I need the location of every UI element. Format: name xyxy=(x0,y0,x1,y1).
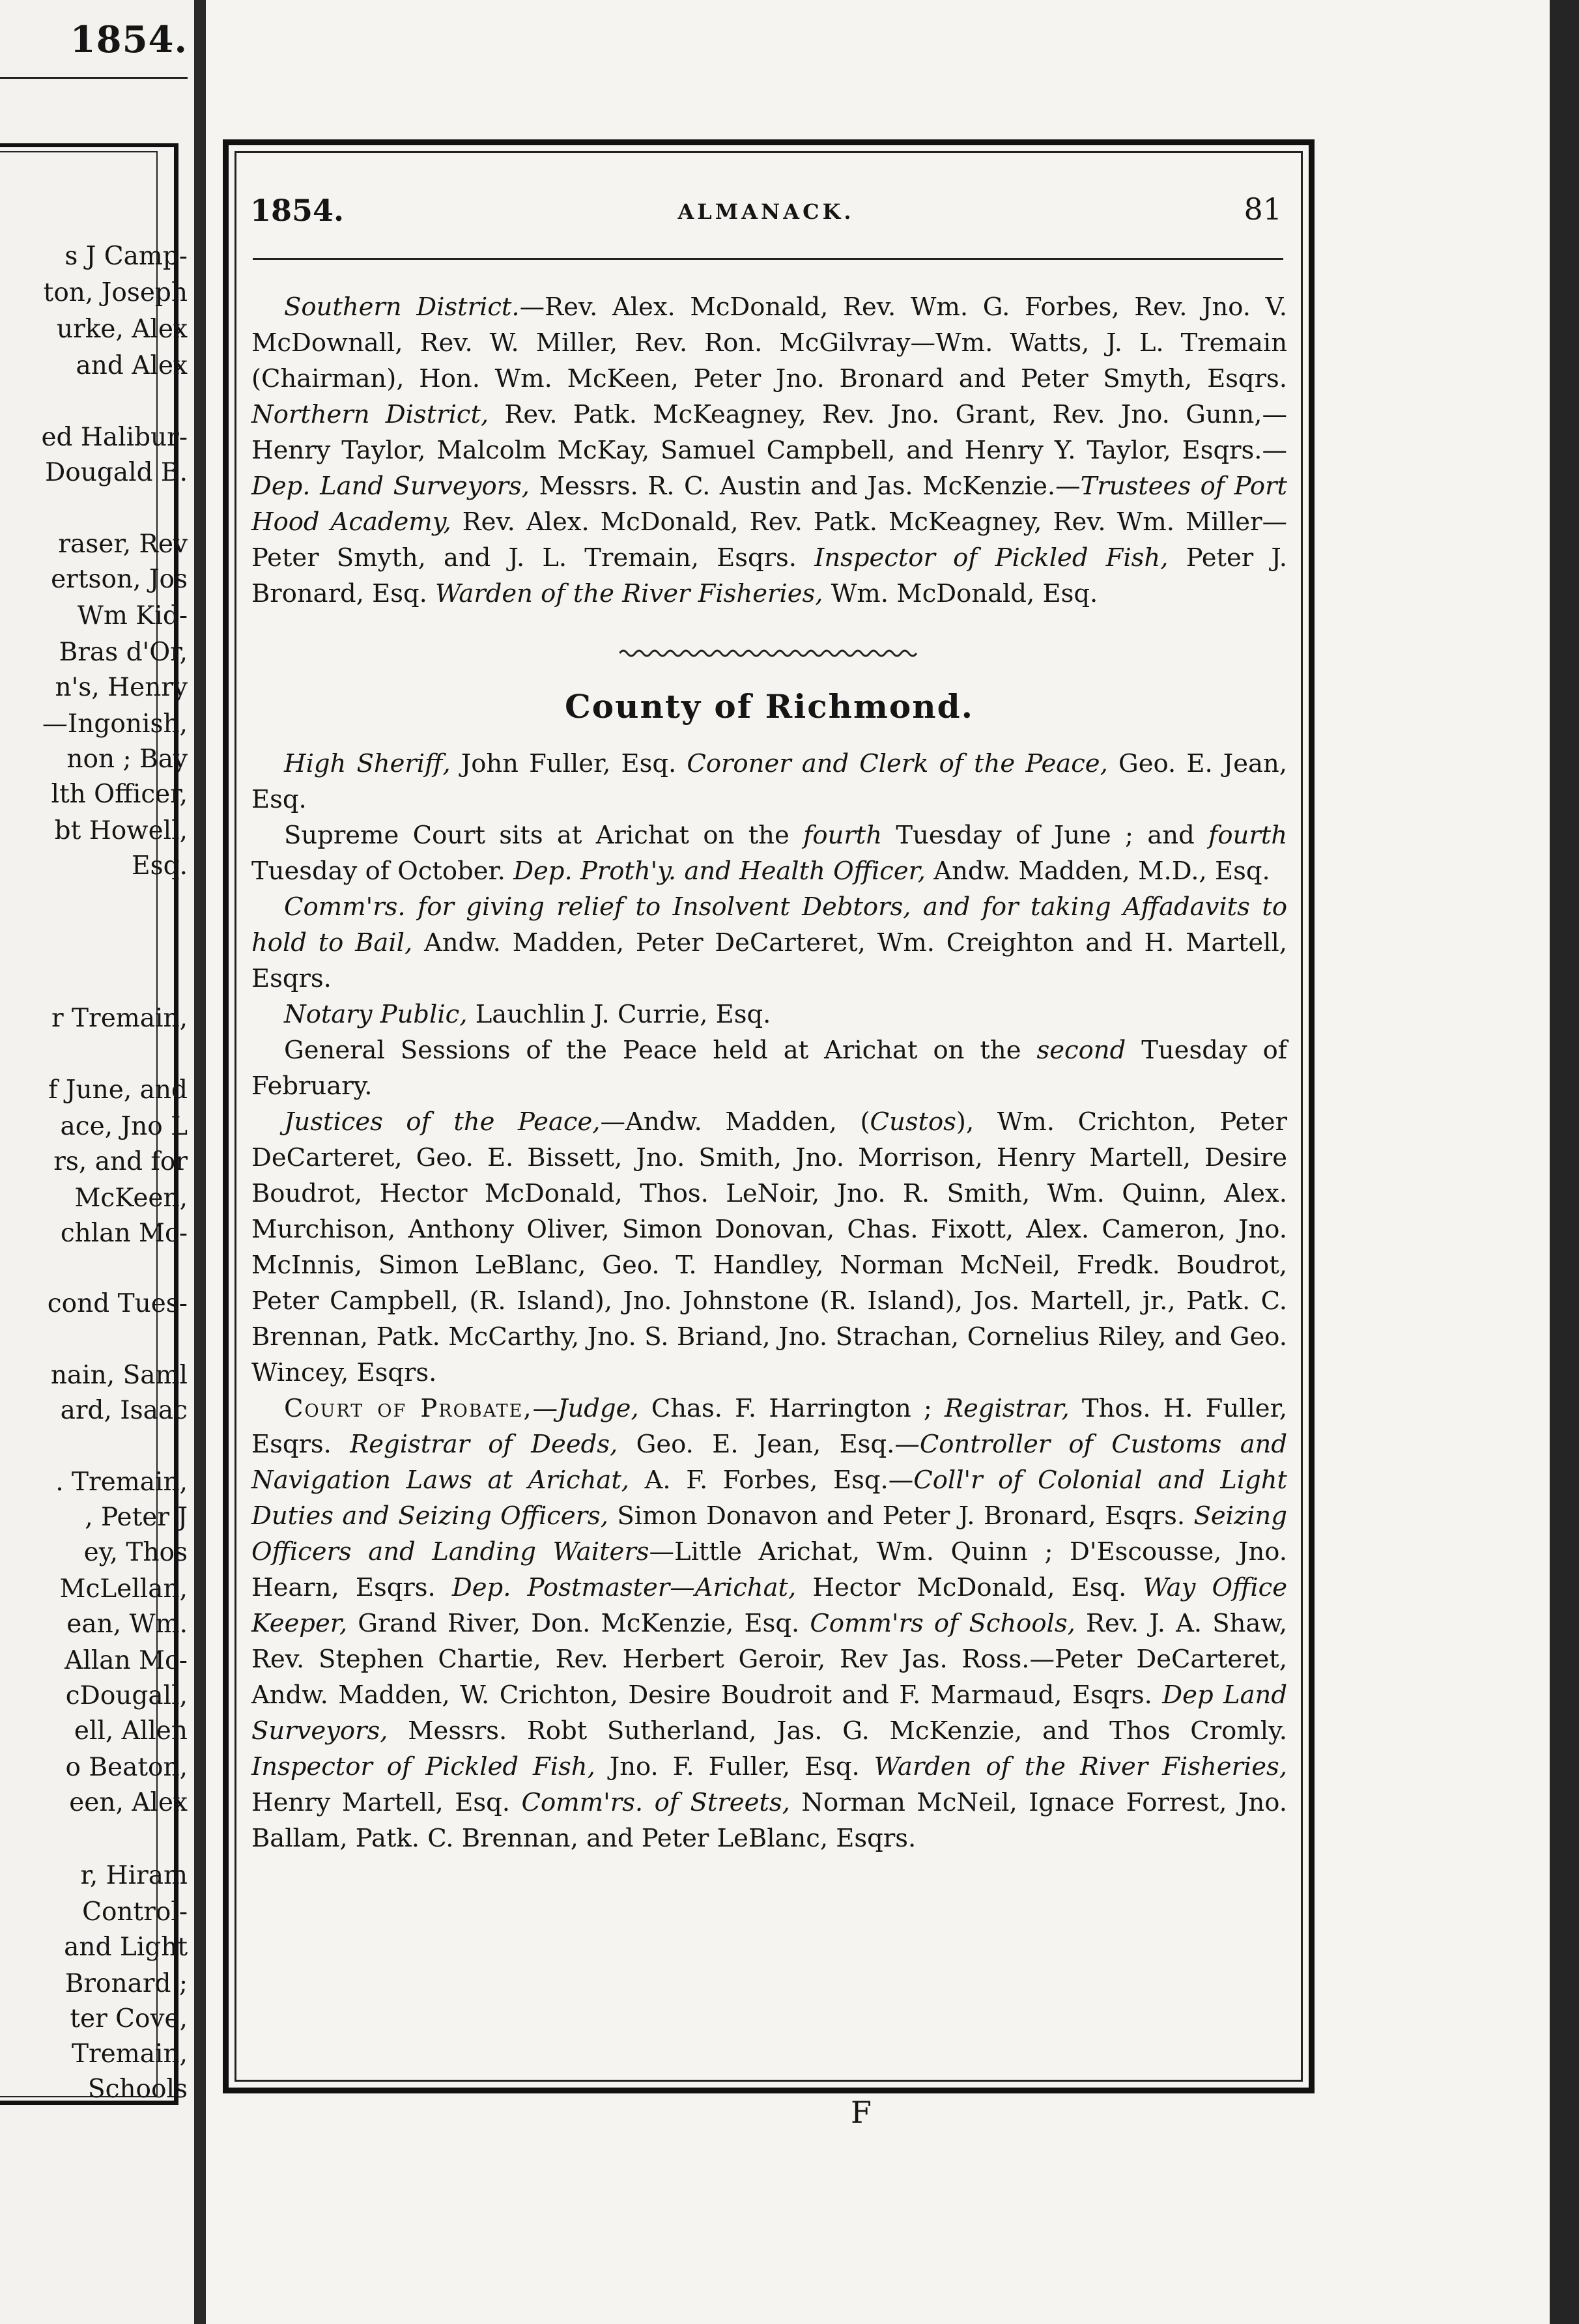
left-page-line: rs, and for xyxy=(53,1147,188,1176)
italic-run: Justices of the Peace, xyxy=(284,1107,601,1137)
italic-run: Dep. Land Surveyors, xyxy=(251,472,530,501)
text-run: —Rev. Alex. McDonald, Rev. Wm. G. Forbes, Rev. Jno. V. McDownall, Rev. W. Miller, Rev. Ron. McGilvray—Wm. Watts, J. L. Tremain (Chairman), Hon. Wm. McKeen, Peter Jno. Bronard and Peter Smyth, Esqrs. xyxy=(251,292,1287,393)
text-run: Rev. Alex. McDonald, Rev. Patk. McKeagney, Rev. Wm. Miller—Peter Smyth, and J. L. Tremain, Esqrs. xyxy=(251,507,1287,573)
page-edge-shadow xyxy=(1550,0,1579,2324)
text-run: Andw. Madden, Peter DeCarteret, Wm. Creighton and H. Martell, Esqrs. xyxy=(251,928,1287,993)
left-page-line: —Ingonish, xyxy=(42,709,188,739)
text-run: Jno. F. Fuller, Esq. xyxy=(595,1752,874,1781)
left-page-line: ean, Wm. xyxy=(66,1609,188,1639)
left-page-line: ter Cove, xyxy=(70,2004,188,2034)
left-page-line: cDougall, xyxy=(65,1681,188,1710)
left-page-line: een, Alex xyxy=(69,1788,188,1817)
text-run: Hector McDonald, Esq. xyxy=(796,1573,1143,1602)
left-page-line: Esq. xyxy=(132,851,188,881)
text-run: Chas. F. Harrington ; xyxy=(638,1394,945,1423)
left-page-line: Tremain, xyxy=(72,2039,188,2069)
left-page-line: Allan Mc- xyxy=(64,1646,188,1675)
left-page-line: Schools xyxy=(87,2075,188,2104)
italic-run: Coll'r of Colonial and Light Duties and Seizing Officers, xyxy=(251,1466,1287,1531)
ornamental-divider xyxy=(619,645,919,661)
left-page-line: nain, Saml xyxy=(50,1361,188,1390)
left-page-line: and Light xyxy=(64,1933,188,1962)
left-page-line: Bronard ; xyxy=(64,1969,188,1998)
left-page-year: 1854. xyxy=(70,18,188,61)
text-run: Supreme Court sits at Arichat on the xyxy=(284,821,804,850)
running-head xyxy=(245,190,1287,229)
text-run: —Little Arichat, Wm. Quinn ; D'Escousse, Jno. Hearn, Esqrs. xyxy=(251,1537,1287,1602)
left-page-line: ard, Isaac xyxy=(60,1396,188,1425)
left-page-line: ertson, Jos xyxy=(51,565,188,594)
text-run: A. F. Forbes, Esq.— xyxy=(629,1466,914,1495)
header-year: 1854. xyxy=(250,193,345,228)
italic-run: Inspector of Pickled Fish, xyxy=(814,543,1169,573)
left-page-line: chlan Mc- xyxy=(60,1219,188,1248)
text-run: —Andw. Madden, ( xyxy=(600,1107,870,1137)
book-gutter xyxy=(194,0,206,2324)
page-number: 81 xyxy=(1244,191,1282,227)
left-page-line: , Peter J xyxy=(85,1503,188,1532)
italic-run: Comm'rs of Schools, xyxy=(810,1609,1075,1638)
left-page-line: ell, Allen xyxy=(74,1716,188,1746)
county-heading: County of Richmond. xyxy=(565,687,974,726)
text-run: Tuesday of February. xyxy=(251,1036,1287,1101)
italic-run: Warden of the River Fisheries, xyxy=(874,1752,1287,1781)
text-run: Simon Donavon and Peter J. Bronard, Esqrs. xyxy=(608,1501,1194,1531)
page-body xyxy=(251,289,1287,1856)
text-run: Messrs. R. C. Austin and Jas. McKenzie.— xyxy=(530,472,1081,501)
italic-run: Judge, xyxy=(558,1394,639,1423)
italic-run: Warden of the River Fisheries, xyxy=(435,579,823,608)
left-page-line: n's, Henry xyxy=(55,673,188,702)
left-page-line: ed Halibur- xyxy=(41,423,188,452)
text-run: Tuesday of October. xyxy=(251,857,514,886)
left-page-line: Dougald B. xyxy=(45,458,188,487)
left-page-line: ton, Joseph xyxy=(43,278,188,307)
italic-run: Dep Land Surveyors, xyxy=(251,1680,1287,1746)
text-run: Peter J. Bronard, Esq. xyxy=(251,543,1287,608)
text-run: General Sessions of the Peace held at Arichat on the xyxy=(284,1036,1037,1065)
justices-of-peace-paragraph xyxy=(251,1104,1287,1391)
court-of-probate-paragraph xyxy=(251,1391,1287,1856)
left-header-rule xyxy=(0,77,188,79)
italic-run: Comm'rs. for giving relief to Insolvent Debtors, and for taking Affadavits to hold to Bail, xyxy=(251,892,1287,957)
left-page-line: non ; Bay xyxy=(66,744,188,774)
left-page-line: urke, Alex xyxy=(57,315,188,344)
left-page-line: Bras d'Or, xyxy=(59,638,188,667)
italic-run: fourth xyxy=(803,821,883,850)
left-facing-page xyxy=(0,0,194,2324)
text-run: Lauchlin J. Currie, Esq. xyxy=(467,1000,771,1029)
left-page-line: and Alex xyxy=(76,351,188,380)
italic-run: Dep. Proth'y. and Health Officer, xyxy=(513,857,926,886)
italic-run: Trustees of Port Hood Academy, xyxy=(251,472,1287,537)
left-page-line: raser, Rev xyxy=(58,530,188,559)
sheriff-paragraph xyxy=(251,746,1287,817)
header-title: ALMANACK. xyxy=(677,199,855,224)
left-page-line: McKeen, xyxy=(74,1183,188,1213)
text-run: — xyxy=(532,1394,558,1423)
left-page-line: bt Howell, xyxy=(54,816,188,845)
text-run: Thos. H. Fuller, Esqrs. xyxy=(251,1394,1288,1459)
left-page-line: Wm Kid- xyxy=(77,601,188,631)
italic-run: Custos xyxy=(870,1107,956,1137)
italic-run: Notary Public, xyxy=(284,1000,468,1029)
inverness-officers-paragraph xyxy=(251,289,1287,612)
left-page-line: r, Hiram xyxy=(80,1861,188,1890)
italic-run: fourth xyxy=(1208,821,1287,850)
text-run: Tuesday of June ; and xyxy=(882,821,1209,850)
italic-run: Registrar of Deeds, xyxy=(350,1430,618,1459)
italic-run: Southern District. xyxy=(284,292,520,322)
italic-run: second xyxy=(1036,1036,1126,1065)
text-run: Grand River, Don. McKenzie, Esq. xyxy=(347,1609,810,1638)
text-run: Wm. McDonald, Esq. xyxy=(823,579,1098,608)
left-page-line: ace, Jno L xyxy=(60,1112,188,1141)
text-run: Rev. Patk. McKeagney, Rev. Jno. Grant, Rev. Jno. Gunn,—Henry Taylor, Malcolm McKay, Samuel Campbell, and Henry Y. Taylor, Esqrs.— xyxy=(251,400,1287,465)
italic-run: Inspector of Pickled Fish, xyxy=(251,1752,595,1781)
left-page-line: s J Camp- xyxy=(64,242,188,271)
left-page-line: f June, and xyxy=(48,1075,188,1105)
text-run: John Fuller, Esq. xyxy=(450,749,687,778)
right-page xyxy=(206,0,1579,2324)
left-page-line: Control- xyxy=(82,1897,188,1927)
italic-run: Coroner and Clerk of the Peace, xyxy=(687,749,1108,778)
left-page-line: . Tremain, xyxy=(55,1467,188,1497)
left-page-line: cond Tues- xyxy=(47,1289,188,1318)
text-run: Geo. E. Jean, Esq.— xyxy=(618,1430,920,1459)
insolvent-debtors-paragraph xyxy=(251,889,1287,997)
text-run: Rev. J. A. Shaw, Rev. Stephen Chartie, Rev. Herbert Geroir, Rev Jas. Ross.—Peter DeCarteret, Andw. Madden, W. Crichton, Desire Boudroit and F. Marmaud, Esqrs. xyxy=(251,1609,1287,1710)
italic-run: Controller of Customs and Navigation Laws at Arichat, xyxy=(251,1430,1287,1495)
italic-run: Way Office Keeper, xyxy=(251,1573,1287,1638)
italic-run: Dep. Postmaster—Arichat, xyxy=(451,1573,797,1602)
italic-run: Seizing Officers and Landing Waiters xyxy=(251,1501,1287,1566)
left-page-line: lth Officer, xyxy=(51,780,188,809)
general-sessions-paragraph xyxy=(251,1032,1287,1104)
signature-mark: F xyxy=(851,2095,872,2130)
left-page-line: r Tremain, xyxy=(51,1004,188,1033)
left-page-line: ey, Thos xyxy=(83,1538,188,1567)
italic-run: Registrar, xyxy=(945,1394,1070,1423)
text-run: Messrs. Robt Sutherland, Jas. G. McKenzie, and Thos Cromly. xyxy=(388,1716,1287,1746)
italic-run: Northern District, xyxy=(251,400,489,429)
italic-run: Comm'rs. of Streets, xyxy=(521,1788,790,1817)
supreme-court-paragraph xyxy=(251,817,1287,889)
text-run: Andw. Madden, M.D., Esq. xyxy=(926,857,1270,886)
text-run: ), Wm. Crichton, Peter DeCarteret, Geo. E. Bissett, Jno. Smith, Jno. Morrison, Henry Martell, Desire Boudrot, Hector McDonald, Thos. LeNoir, Jno. R. Smith, Wm. Quinn, Alex. Murchison, Anthony Oliver, Simon Donovan, Chas. Fixott, Alex. Cameron, Jno. McInnis, Simon LeBlanc, Geo. T. Handley, Norman McNeil, Fredk. Boudrot, Peter Campbell, (R. Island), Jno. Johnstone (R. Island), Jos. Martell, jr., Patk. C. Brennan, Patk. McCarthy, Jno. S. Briand, Jno. Strachan, Cornelius Riley, and Geo. Wincey, Esqrs. xyxy=(251,1107,1287,1387)
notary-public-paragraph xyxy=(251,997,1287,1032)
text-run: Norman McNeil, Ignace Forrest, Jno. Ballam, Patk. C. Brennan, and Peter LeBlanc, Esqrs. xyxy=(251,1788,1288,1853)
left-page-line: o Beaton, xyxy=(65,1753,188,1782)
small-caps-run: Court of Probate, xyxy=(284,1394,533,1423)
left-page-line: McLellan, xyxy=(59,1574,188,1604)
italic-run: High Sheriff, xyxy=(284,749,451,778)
text-run: Geo. E. Jean, Esq. xyxy=(251,749,1287,814)
text-run: Henry Martell, Esq. xyxy=(251,1788,522,1817)
header-rule xyxy=(253,258,1283,260)
